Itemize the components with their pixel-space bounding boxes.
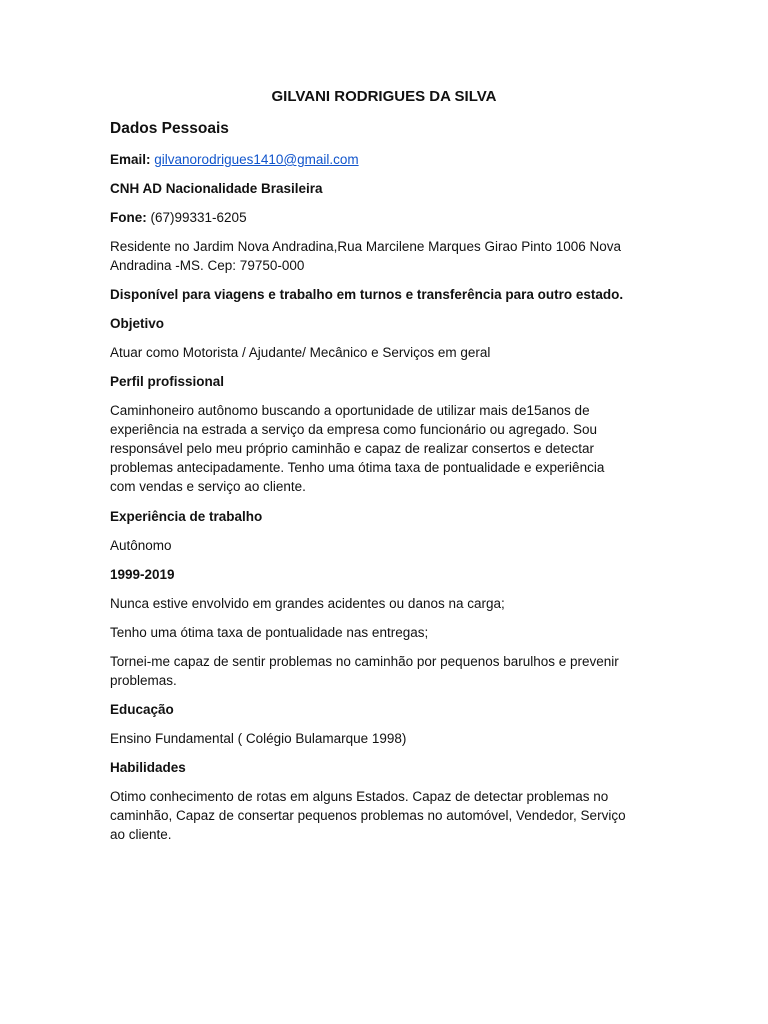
experience-item: Tenho uma ótima taxa de pontualidade nas entregas; xyxy=(110,625,429,640)
experience-role: Autônomo xyxy=(110,538,172,553)
address-line: Residente no Jardim Nova Andradina,Rua Marcilene Marques Girao Pinto 1006 Nova xyxy=(110,239,622,254)
profile-line: com vendas e serviço ao cliente. xyxy=(110,479,306,494)
email-line xyxy=(110,150,359,170)
skills-line: caminhão, Capaz de consertar pequenos problemas no automóvel, Vendedor, Serviço xyxy=(110,808,626,823)
skills-heading: Habilidades xyxy=(110,760,186,775)
profile-line: problemas antecipadamente. Tenho uma ótima taxa de pontualidade e experiência xyxy=(110,460,605,475)
experience-period: 1999-2019 xyxy=(110,567,175,582)
education-text: Ensino Fundamental ( Colégio Bulamarque 1998) xyxy=(110,731,407,746)
section-personal-heading: Dados Pessoais xyxy=(110,120,229,137)
objective-text: Atuar como Motorista / Ajudante/ Mecânico e Serviços em geral xyxy=(110,345,491,360)
experience-item: Tornei-me capaz de sentir problemas no caminhão por pequenos barulhos e prevenir xyxy=(110,654,619,669)
email-link[interactable]: gilvanorodrigues1410@gmail.com xyxy=(154,152,359,167)
profile-line: Caminhoneiro autônomo buscando a oportunidade de utilizar mais de15anos de xyxy=(110,403,590,418)
availability-line: Disponível para viagens e trabalho em turnos e transferência para outro estado. xyxy=(110,287,624,302)
address-line: Andradina -MS. Cep: 79750-000 xyxy=(110,258,305,273)
resume-name: GILVANI RODRIGUES DA SILVA xyxy=(271,88,497,105)
profile-heading: Perfil profissional xyxy=(110,374,225,389)
cnh-line: CNH AD Nacionalidade Brasileira xyxy=(110,181,323,196)
profile-line: responsável pelo meu próprio caminhão e capaz de realizar consertos e detectar xyxy=(110,441,595,456)
experience-item: Nunca estive envolvido em grandes acidentes ou danos na carga; xyxy=(110,596,505,611)
phone-label: Fone: xyxy=(110,210,147,225)
objective-heading: Objetivo xyxy=(110,316,165,331)
profile-line: experiência na estrada a serviço da empresa como funcionário ou agregado. Sou xyxy=(110,422,598,437)
skills-line: Otimo conhecimento de rotas em alguns Estados. Capaz de detectar problemas no xyxy=(110,789,609,804)
email-label: Email: xyxy=(110,152,151,167)
education-heading: Educação xyxy=(110,702,174,717)
experience-item: problemas. xyxy=(110,673,177,688)
experience-heading: Experiência de trabalho xyxy=(110,509,263,524)
skills-line: ao cliente. xyxy=(110,827,172,842)
phone-line xyxy=(110,208,247,228)
phone-value: (67)99331-6205 xyxy=(146,210,247,225)
